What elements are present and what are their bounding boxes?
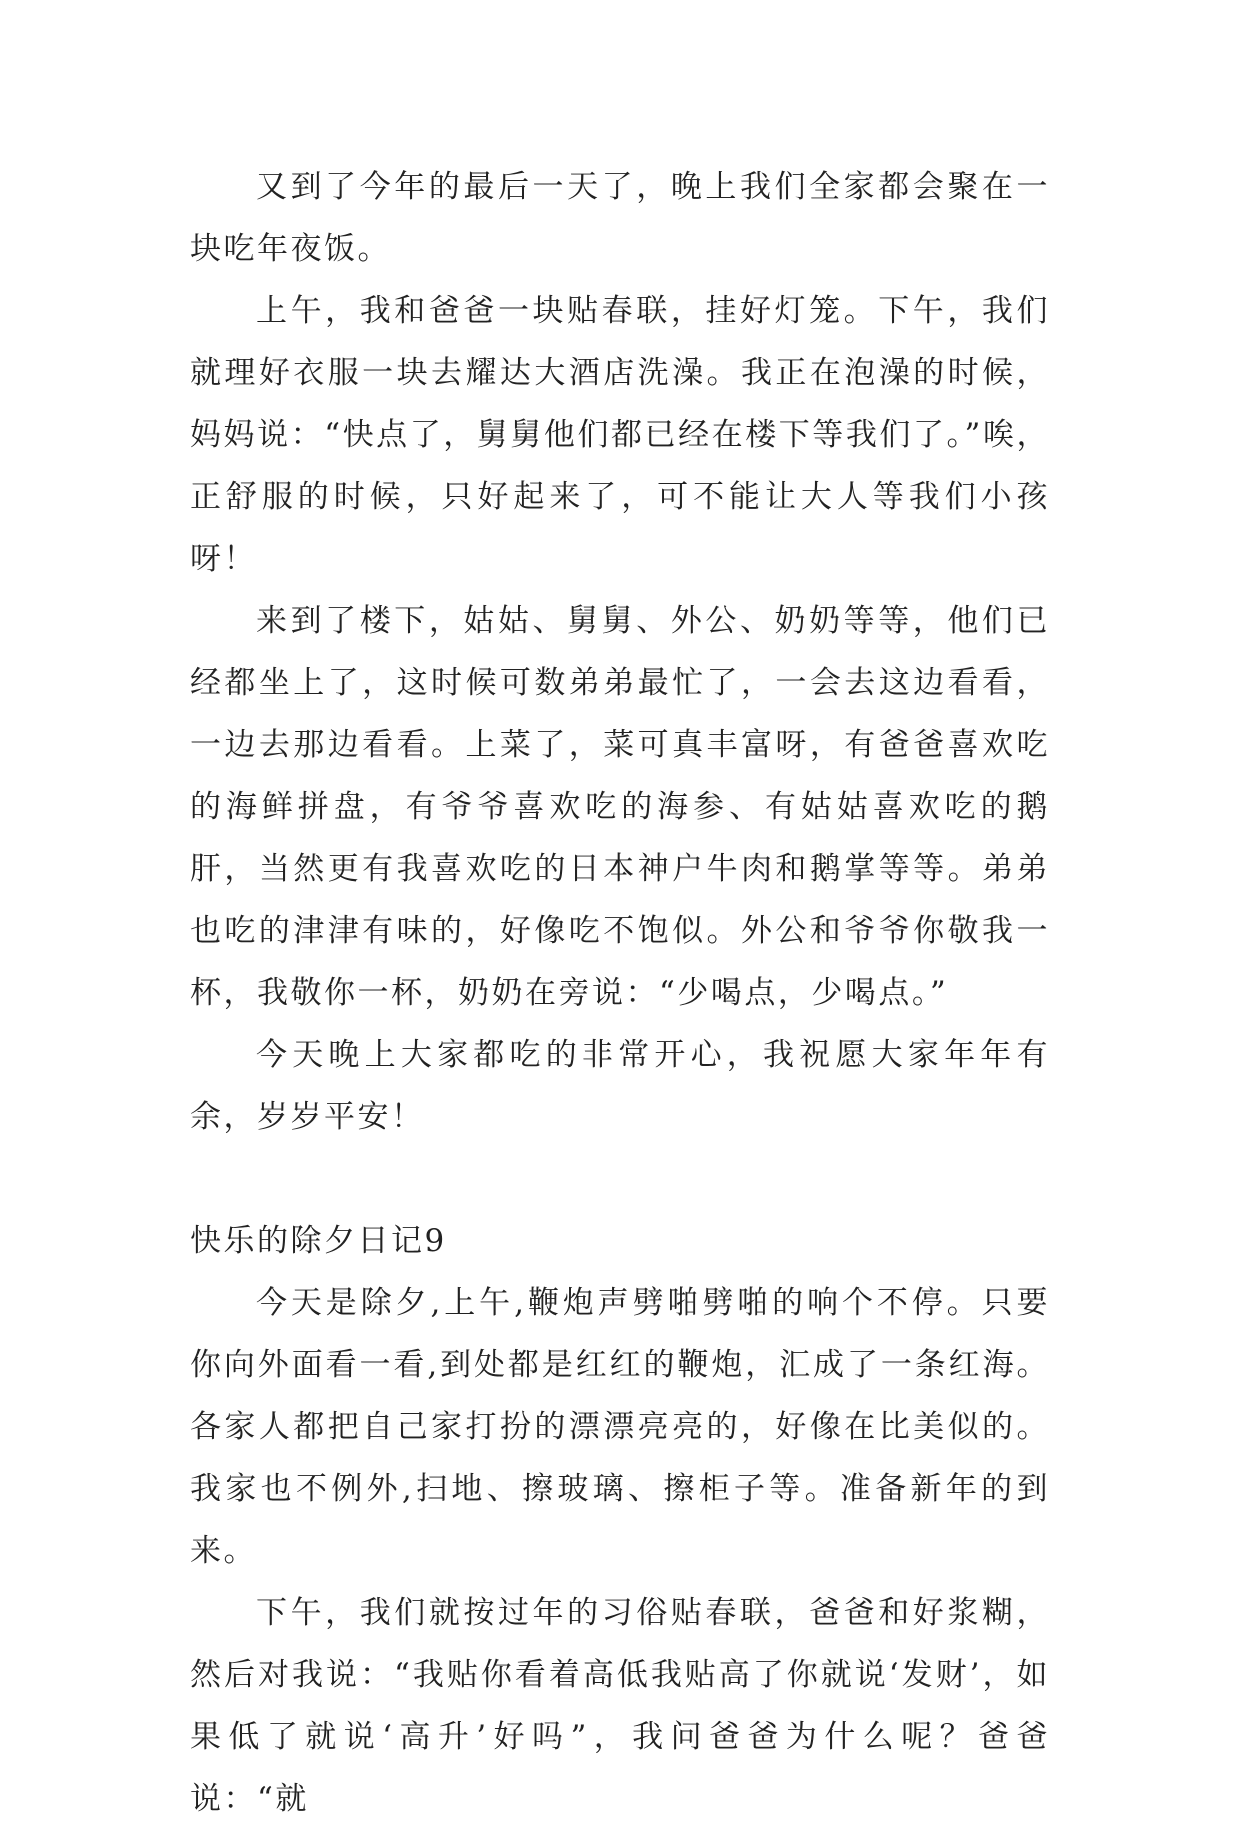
paragraph: 上午，我和爸爸一块贴春联，挂好灯笼。下午，我们就理好衣服一块去耀达大酒店洗澡。我正在泡澡的时候，妈妈说：“快点了，舅舅他们都已经在楼下等我们了。”唉，正舒服的时候，只好起来了，可不能让大人等我们小孩呀！ bbox=[190, 293, 1050, 577]
document-body bbox=[190, 156, 1050, 1830]
paragraph: 今天晚上大家都吃的非常开心，我祝愿大家年年有余，岁岁平安！ bbox=[190, 1037, 1050, 1135]
paragraph: 今天是除夕,上午,鞭炮声劈啪劈啪的响个不停。只要你向外面看一看,到处都是红红的鞭炮，汇成了一条红海。各家人都把自己家打扮的漂漂亮亮的，好像在比美似的。我家也不例外,扫地、擦玻璃、擦柜子等。准备新年的到来。 bbox=[190, 1285, 1050, 1569]
paragraph: 来到了楼下，姑姑、舅舅、外公、奶奶等等，他们已经都坐上了，这时候可数弟弟最忙了，一会去这边看看，一边去那边看看。上菜了，菜可真丰富呀，有爸爸喜欢吃的海鲜拼盘，有爷爷喜欢吃的海参、有姑姑喜欢吃的鹅肝，当然更有我喜欢吃的日本神户牛肉和鹅掌等等。弟弟也吃的津津有味的，好像吃不饱似。外公和爷爷你敬我一杯，我敬你一杯，奶奶在旁说：“少喝点，少喝点。” bbox=[190, 603, 1050, 1011]
section-title: 快乐的除夕日记9 bbox=[190, 1223, 447, 1259]
paragraph: 又到了今年的最后一天了，晚上我们全家都会聚在一块吃年夜饭。 bbox=[190, 169, 1050, 267]
paragraph: 下午，我们就按过年的习俗贴春联，爸爸和好浆糊，然后对我说：“我贴你看着高低我贴高了你就说‘发财’，如果低了就说‘高升’好吗”，我问爸爸为什么呢？爸爸说：“就 bbox=[190, 1595, 1050, 1817]
